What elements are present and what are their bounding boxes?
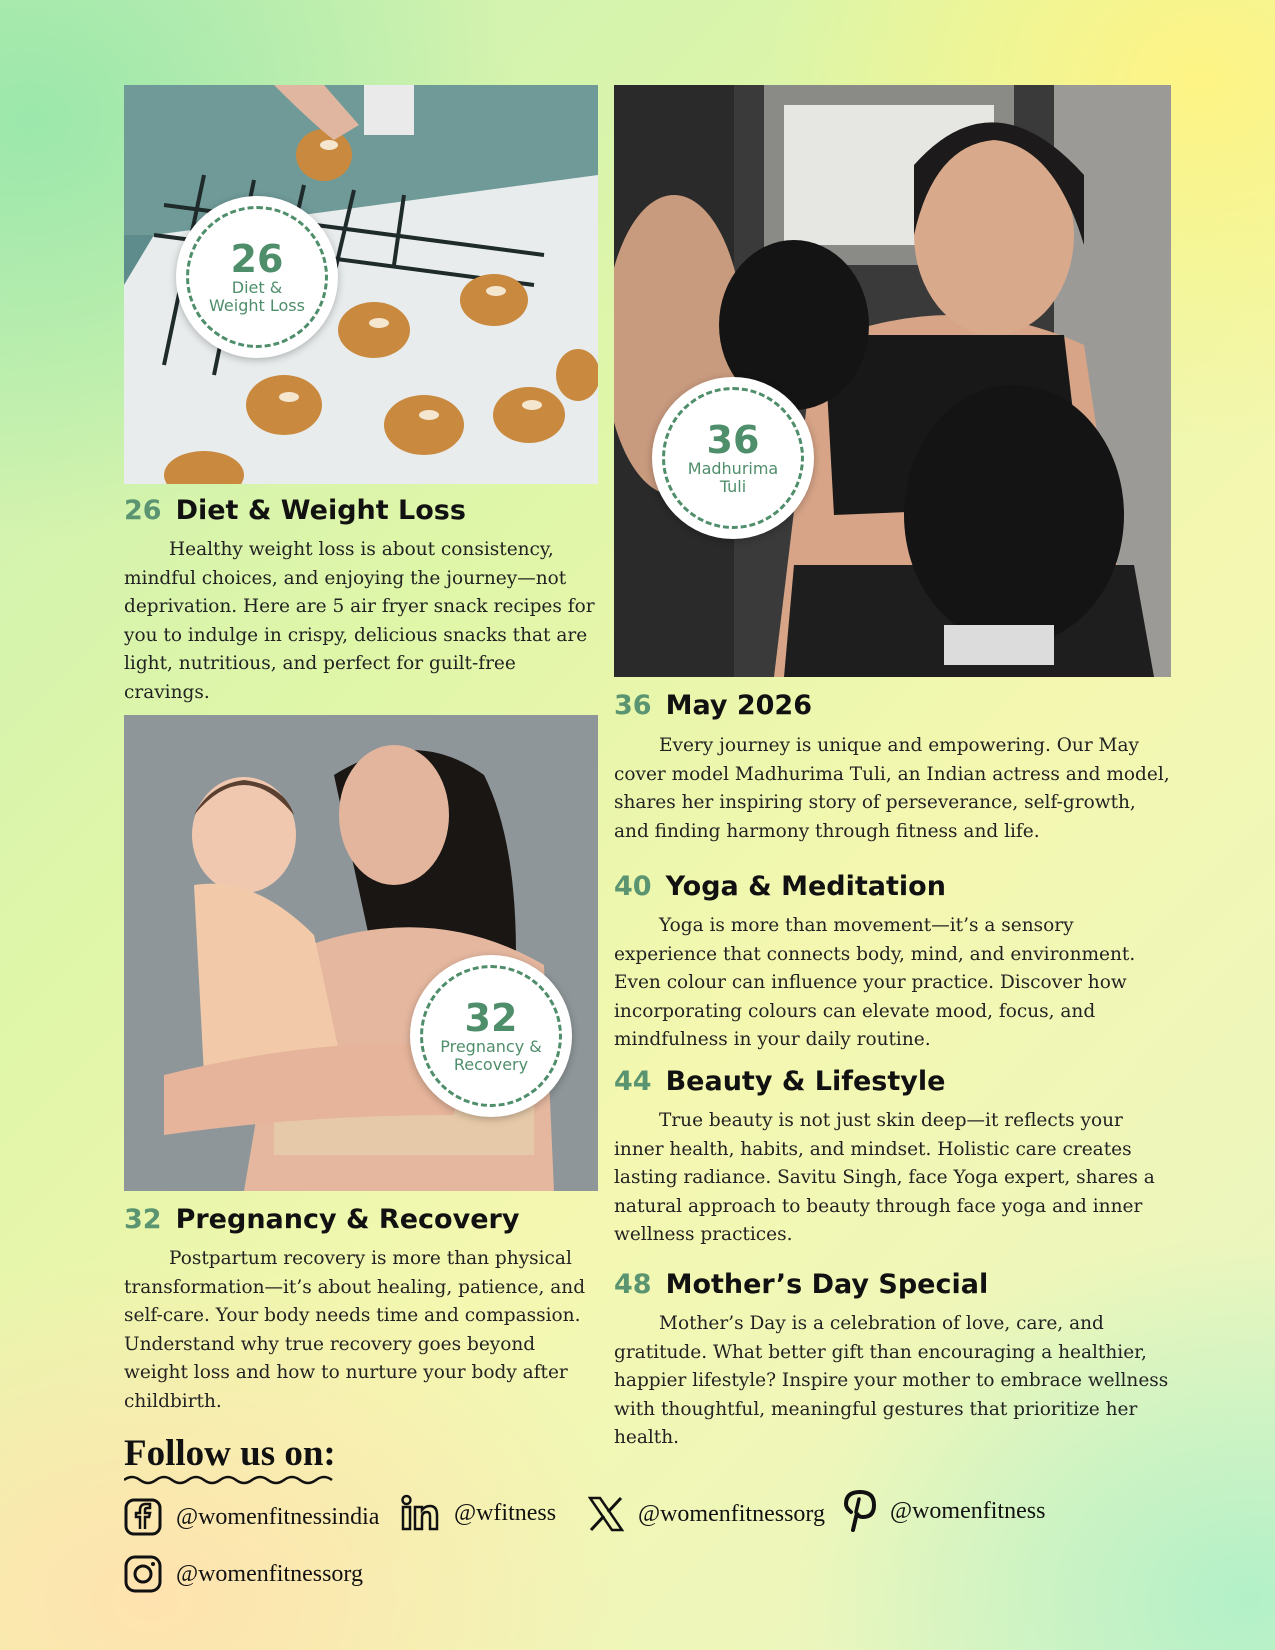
- badge-number: 32: [464, 996, 518, 1040]
- article-title: Mother’s Day Special: [665, 1269, 989, 1300]
- article-title: Beauty & Lifestyle: [665, 1066, 946, 1097]
- x-handle: @womenfitnessorg: [638, 1500, 825, 1527]
- wavy-underline: [124, 1474, 338, 1486]
- mothers-day-heading: [614, 1269, 988, 1300]
- facebook-handle: @womenfitnessindia: [176, 1503, 380, 1530]
- pinterest-handle: @womenfitness: [890, 1497, 1046, 1524]
- diet-heading: [124, 495, 466, 526]
- instagram-handle: @womenfitnessorg: [176, 1560, 363, 1587]
- instagram-icon: [124, 1555, 162, 1593]
- pregnancy-recovery-badge: [410, 955, 572, 1117]
- instagram-link[interactable]: [124, 1555, 363, 1593]
- mother-baby-photo: [124, 715, 598, 1191]
- badge-label: Madhurima: [687, 459, 779, 478]
- follow-us-title: Follow us on:: [124, 1433, 336, 1474]
- x-link[interactable]: [588, 1496, 825, 1532]
- badge-number: 26: [230, 237, 284, 281]
- mothers-day-body: Mother’s Day is a celebration of love, care, and gratitude. What better gift than encouraging a healthier, happier lifestyle? Inspire your mother to embrace wellness with thoughtful, meaningful gestures that prioritize her health.: [614, 1313, 1169, 1448]
- badge-number: 36: [706, 418, 760, 462]
- cover-model-photo: [614, 85, 1171, 677]
- linkedin-link[interactable]: [400, 1494, 556, 1532]
- page-number: 26: [124, 495, 162, 526]
- pinterest-icon: [844, 1490, 876, 1532]
- linkedin-handle: @wfitness: [454, 1499, 557, 1526]
- page-number: 48: [614, 1269, 652, 1300]
- badge-label: Tuli: [719, 477, 747, 496]
- cover-model-badge: [652, 377, 814, 539]
- pregnancy-heading: [124, 1204, 519, 1235]
- article-title: May 2026: [665, 690, 812, 721]
- linkedin-icon: [400, 1494, 440, 1532]
- x-icon: [588, 1496, 624, 1532]
- page-number: 40: [614, 871, 652, 902]
- yoga-body: Yoga is more than movement—it’s a sensory experience that connects body, mind, and environment. Even colour can influence your practice. Discover how incorporating colours can elevate mood, focus, and mindfulness in your daily routine.: [614, 915, 1136, 1050]
- pregnancy-body: Postpartum recovery is more than physical transformation—it’s about healing, patience, and self-care. Your body needs time and compassion. Understand why true recovery goes beyond weight loss and how to nurture your body after childbirth.: [124, 1248, 586, 1412]
- diet-body: Healthy weight loss is about consistency, mindful choices, and enjoying the journey—not deprivation. Here are 5 air fryer snack recipes for you to indulge in crispy, delicious snacks that are light, nutritious, and perfect for guilt-free cravings.: [124, 539, 595, 703]
- facebook-link[interactable]: [124, 1498, 379, 1536]
- badge-label: Recovery: [453, 1055, 529, 1074]
- page-number: 32: [124, 1204, 162, 1235]
- page-number: 36: [614, 690, 652, 721]
- beauty-heading: [614, 1066, 945, 1097]
- beauty-body: True beauty is not just skin deep—it reflects your inner health, habits, and mindset. Holistic care creates lasting radiance. Savitu Singh, face Yoga expert, shares a natural approach to beauty through face yoga and inner wellness practices.: [614, 1110, 1155, 1245]
- may-body: Every journey is unique and empowering. Our May cover model Madhurima Tuli, an Indian actress and model, shares her inspiring story of perseverance, self-growth, and finding harmony through fitness and life.: [614, 735, 1170, 842]
- may-heading: [614, 690, 812, 721]
- badge-label: Weight Loss: [209, 296, 305, 315]
- article-title: Yoga & Meditation: [665, 871, 946, 902]
- yoga-heading: [614, 871, 946, 902]
- page-number: 44: [614, 1066, 652, 1097]
- facebook-icon: [124, 1498, 162, 1536]
- diet-weight-loss-badge: [176, 196, 338, 358]
- badge-label: Diet &: [231, 278, 283, 297]
- badge-label: Pregnancy &: [440, 1037, 542, 1056]
- article-title: Diet & Weight Loss: [175, 495, 466, 526]
- pinterest-link[interactable]: [844, 1490, 1045, 1532]
- article-title: Pregnancy & Recovery: [175, 1204, 520, 1235]
